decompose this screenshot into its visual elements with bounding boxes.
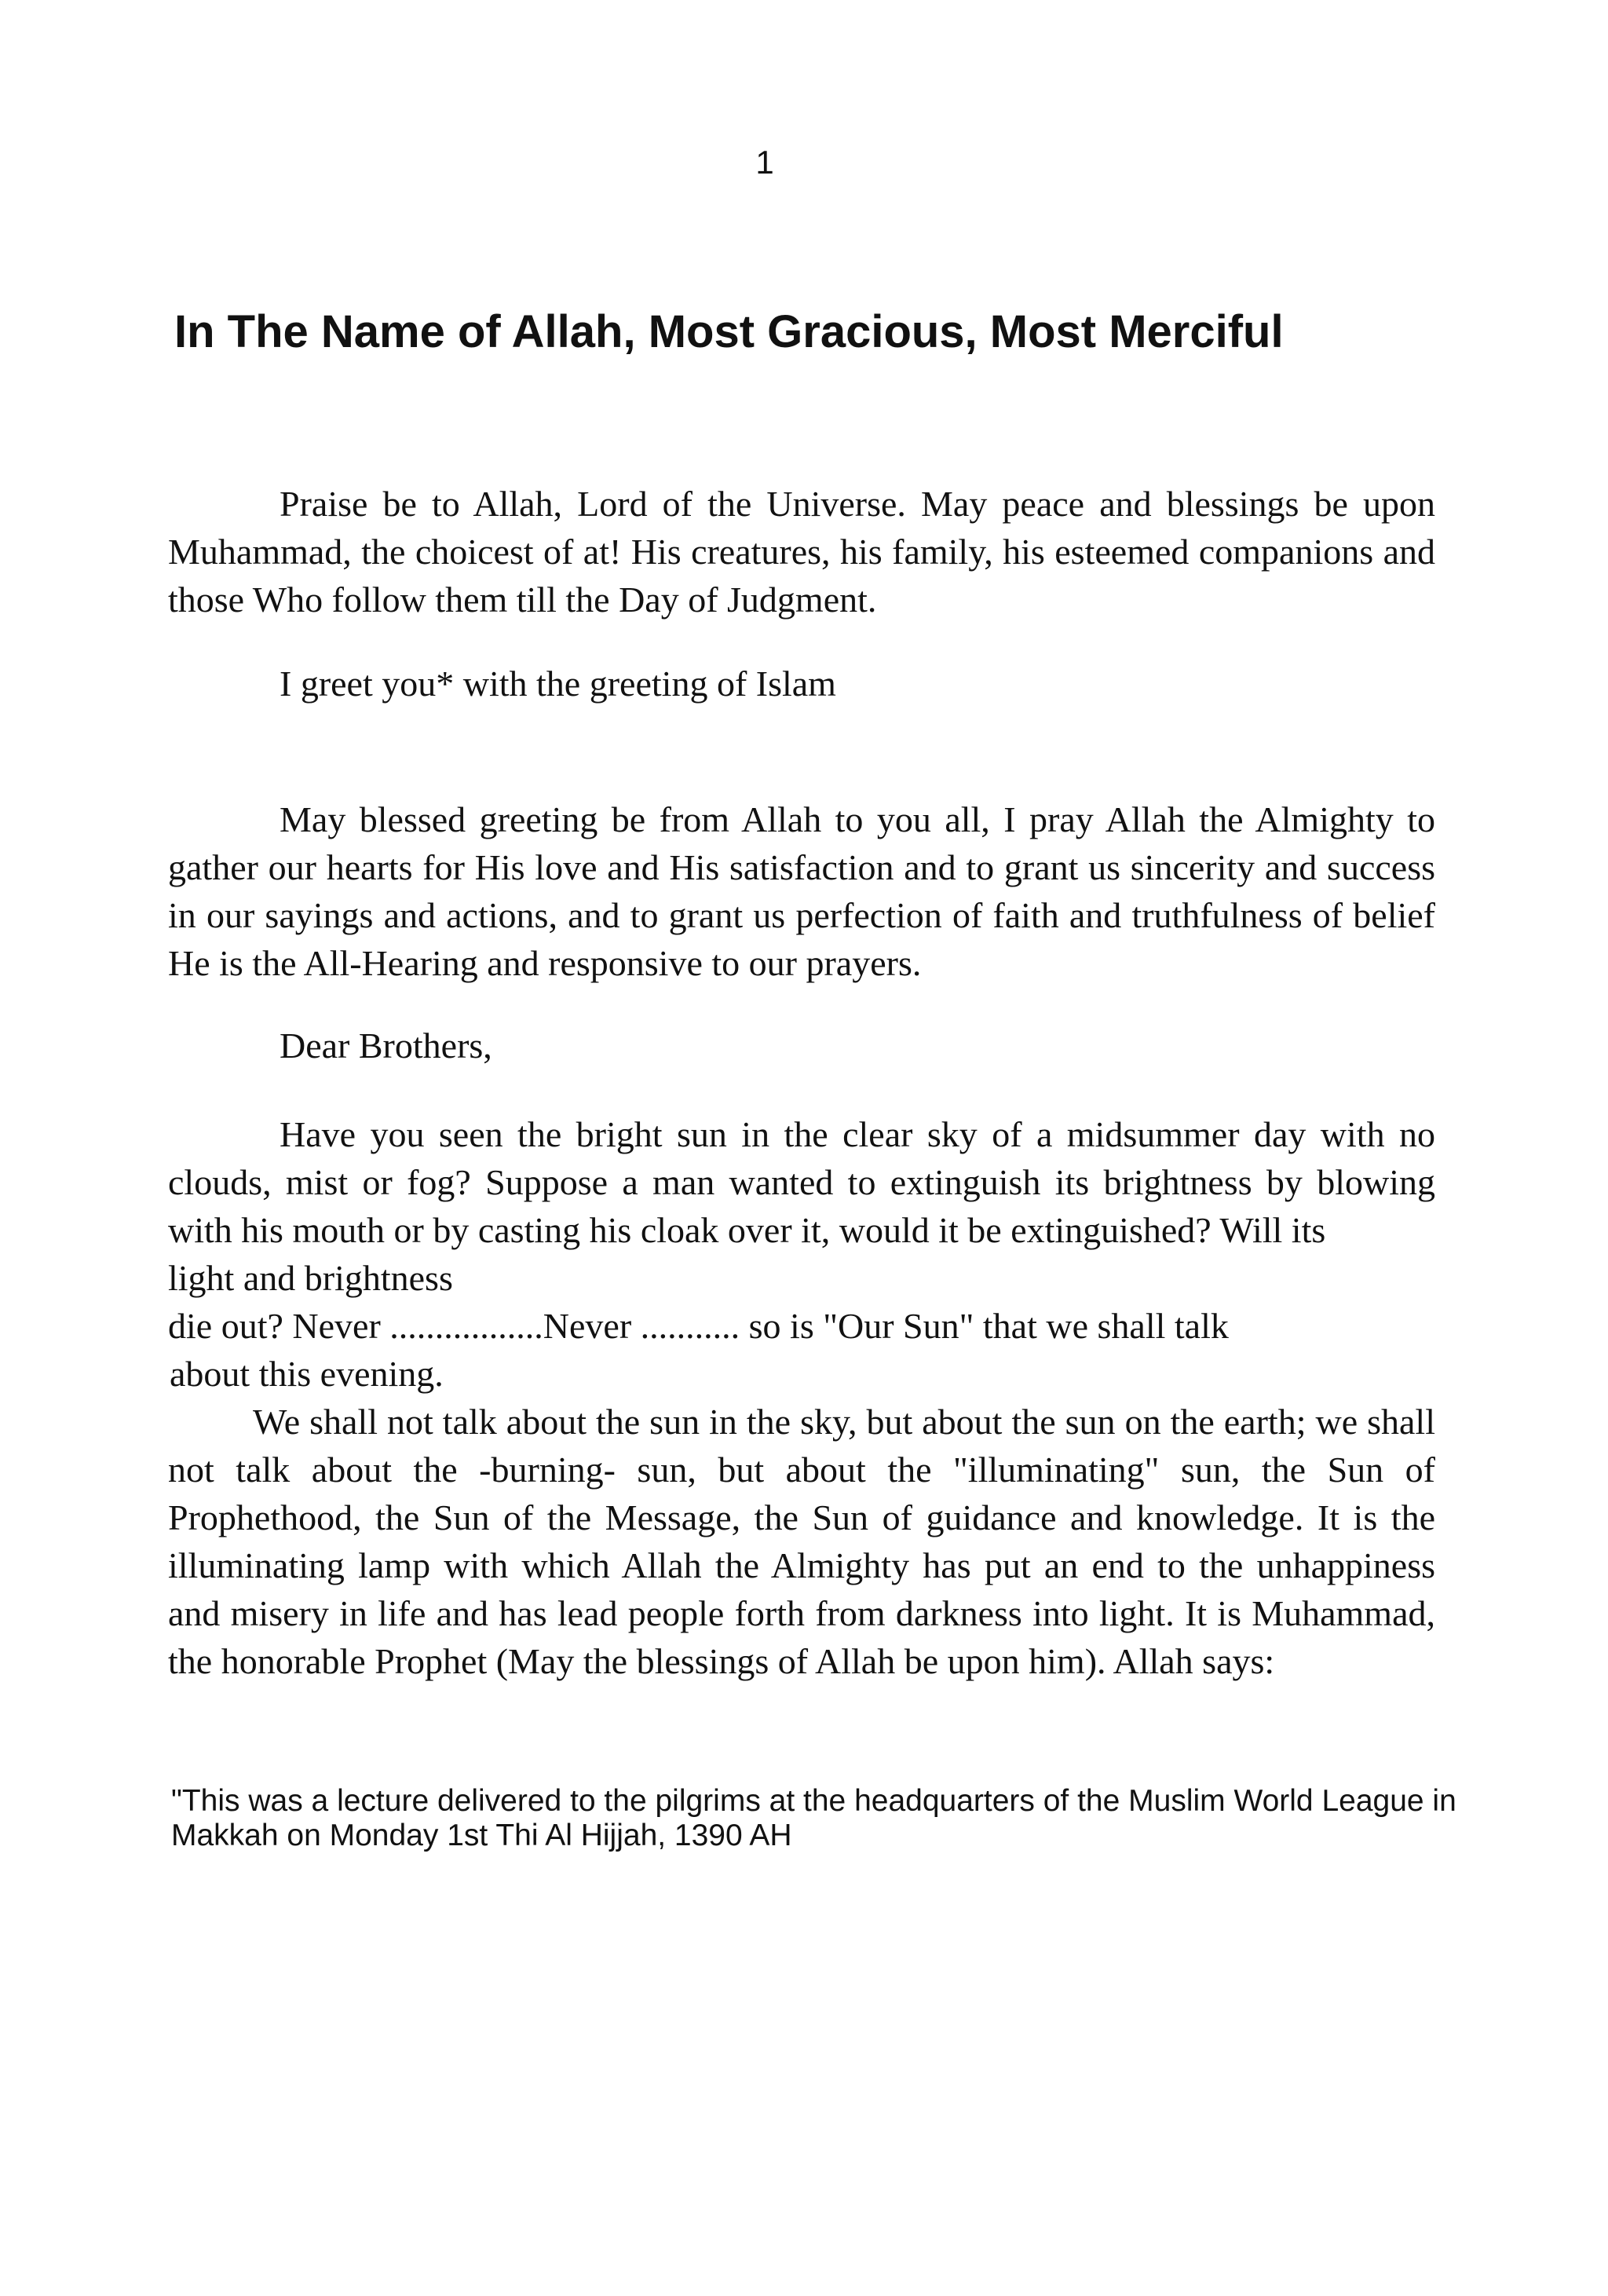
paragraph-sun-question: Have you seen the bright sun in the clear sky of a midsummer day with no clouds, mist or fog? Suppose a man wanted to extinguish its brightness by blowing with his mouth or by casting his cloak over it, would it be extinguished? Will its <box>168 1114 1435 1250</box>
page-number: 1 <box>755 144 774 181</box>
paragraph-praise: Praise be to Allah, Lord of the Universe. May peace and blessings be upon Muhammad, the choicest of at! His creatures, his family, his esteemed companions and those Who follow them till the Day of Judgment. <box>168 484 1435 620</box>
paragraph-greet: I greet you* with the greeting of Islam <box>280 664 836 704</box>
paragraph-blessing: May blessed greeting be from Allah to you all, I pray Allah the Almighty to gather our hearts for His love and His satisfaction and to grant us sincerity and success in our sayings and actions, and to grant us perfection of faith and truthfulness of belief He is the All-Hearing and responsive to our prayers. <box>168 799 1435 983</box>
document-title: In The Name of Allah, Most Gracious, Most Merciful <box>174 306 1284 357</box>
evening-line: about this evening. <box>170 1354 444 1394</box>
paragraph-sun-question-end: light and brightness <box>168 1258 453 1298</box>
paragraph-sun-earth: We shall not talk about the sun in the sky, but about the sun on the earth; we shall not talk about the -burning- sun, but about the "illuminating" sun, the Sun of Prophethood, the Sun of the Message, the Sun of guidance and knowledge. It is the illuminating lamp with which Allah the Almighty has put an end to the unhappiness and misery in life and has lead people forth from darkness into light. It is Muhammad, the honorable Prophet (May the blessings of Allah be upon him). Allah says: <box>168 1402 1435 1681</box>
footnote: "This was a lecture delivered to the pilgrims at the headquarters of the Muslim World League in Makkah on Monday 1st Thi Al Hijjah, 1390 AH <box>171 1784 1456 1852</box>
never-line: die out? Never .................Never ........... so is "Our Sun" that we shall talk <box>168 1306 1229 1346</box>
salutation: Dear Brothers, <box>280 1026 492 1066</box>
